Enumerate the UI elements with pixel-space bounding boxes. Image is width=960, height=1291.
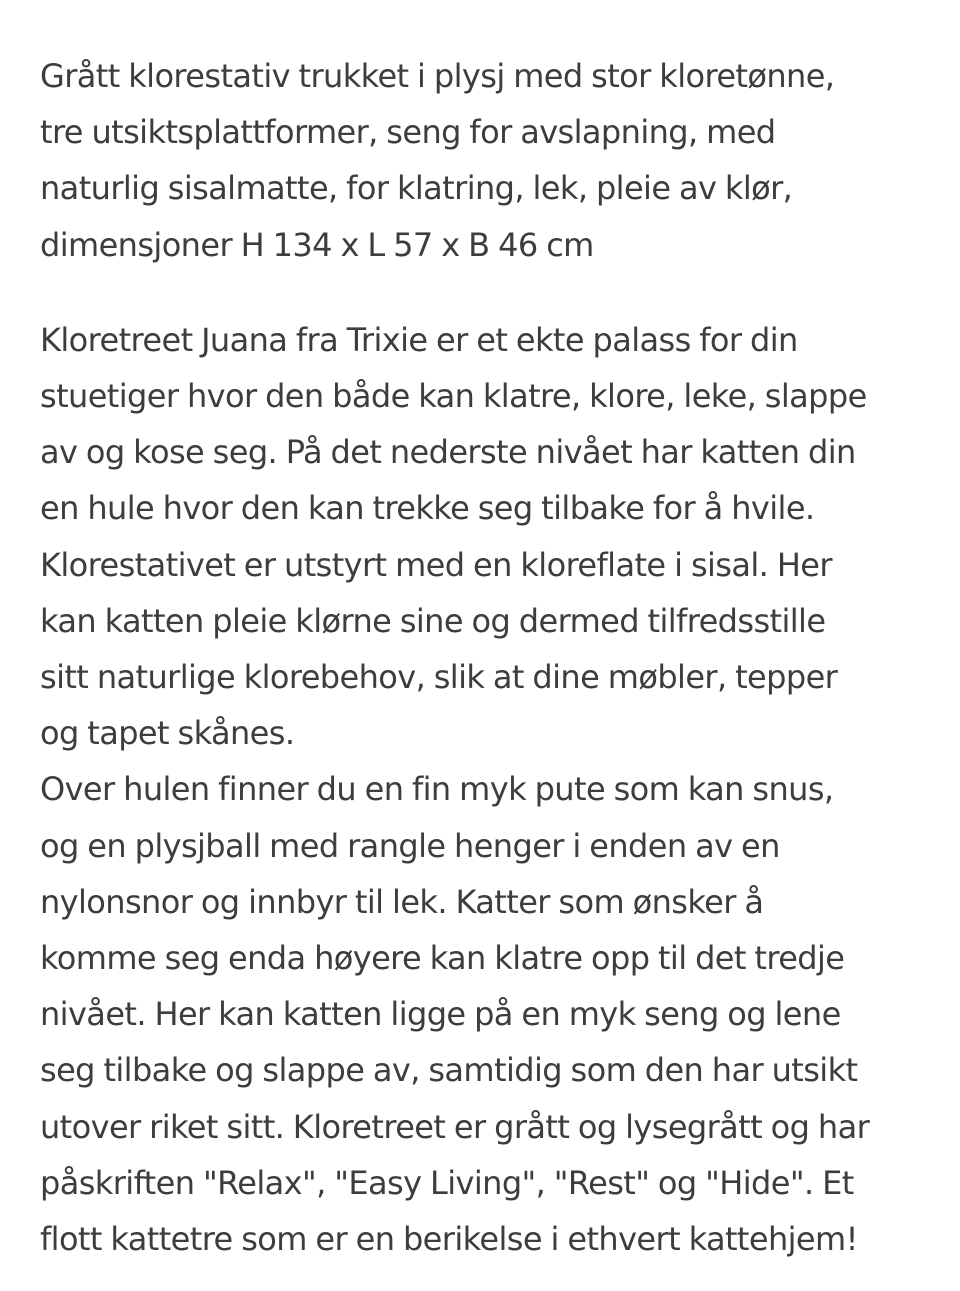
body-line: stuetiger hvor den både kan klatre, klore, leke, slappe [40, 377, 867, 416]
body-line: flott kattetre som er en berikelse i ethvert kattehjem! [40, 1220, 858, 1259]
body-line: og tapet skånes. [40, 714, 295, 753]
summary-line: naturlig sisalmatte, for klatring, lek, pleie av klør, [40, 169, 793, 208]
body-line: Over hulen finner du en fin myk pute som kan snus, [40, 770, 834, 809]
body-line: påskriften "Relax", "Easy Living", "Rest" og "Hide". Et [40, 1163, 854, 1202]
body-line: sitt naturlige klorebehov, slik at dine møbler, tepper [40, 658, 838, 697]
body-line: seg tilbake og slappe av, samtidig som den har utsikt [40, 1051, 858, 1090]
body-line: kan katten pleie klørne sine og dermed tilfredsstille [40, 601, 826, 640]
body-line: nivået. Her kan katten ligge på en myk seng og lene [40, 995, 841, 1034]
body-line: Kloretreet Juana fra Trixie er et ekte palass for din [40, 320, 798, 359]
body-line: av og kose seg. På det nederste nivået har katten din [40, 433, 856, 472]
body-line: Klorestativet er utstyrt med en kloreflate i sisal. Her [40, 545, 832, 584]
body-line: komme seg enda høyere kan klatre opp til det tredje [40, 939, 845, 978]
summary-line: tre utsiktsplattformer, seng for avslapning, med [40, 113, 776, 152]
body-line: og en plysjball med rangle henger i enden av en [40, 826, 780, 865]
summary-line: dimensjoner H 134 x L 57 x B 46 cm [40, 225, 594, 264]
summary-line: Grått klorestativ trukket i plysj med stor kloretønne, [40, 57, 835, 95]
body-line: nylonsnor og innbyr til lek. Katter som ønsker å [40, 882, 764, 921]
body-line: en hule hvor den kan trekke seg tilbake for å hvile. [40, 489, 815, 528]
body-paragraph [40, 312, 940, 1267]
summary-paragraph [40, 48, 940, 273]
body-line: utover riket sitt. Kloretreet er grått og lysegrått og har [40, 1107, 870, 1146]
product-description [40, 48, 940, 1267]
paragraph-gap [40, 273, 940, 312]
